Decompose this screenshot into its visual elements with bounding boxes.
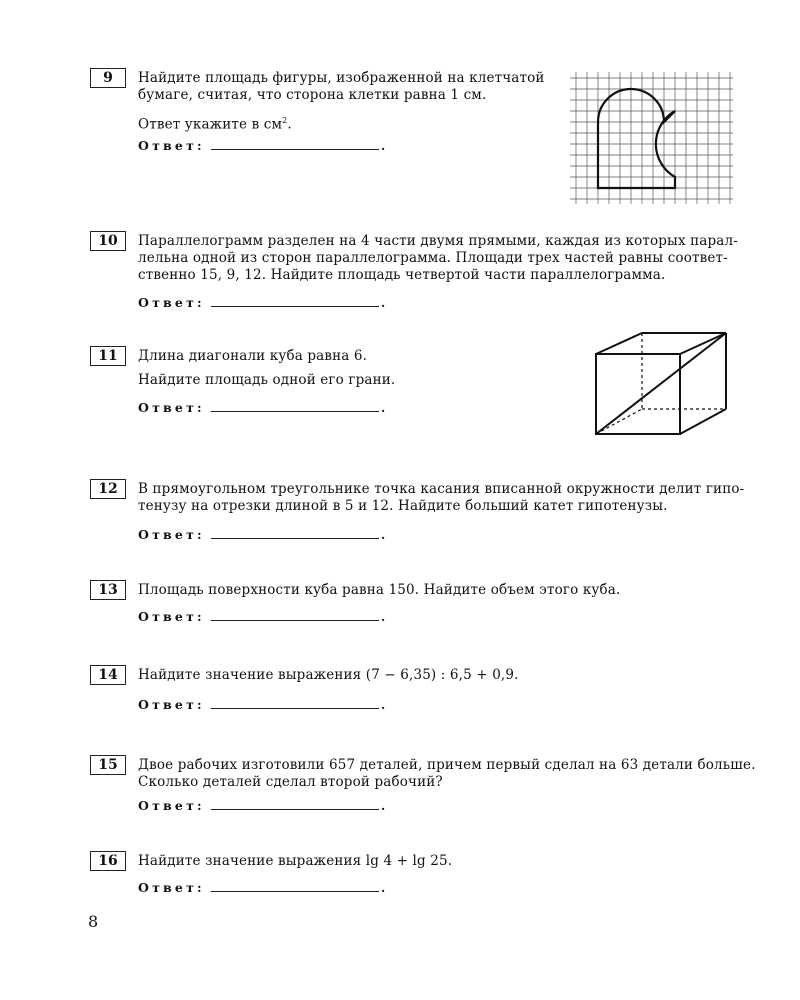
task-number: 14 [90, 665, 126, 685]
task-extra: Найдите площадь одной его грани. [138, 372, 396, 388]
page-number: 8 [88, 912, 99, 931]
task-text-line: Двое рабочих изготовили 657 деталей, причем первый сделал на 63 детали больше. [138, 757, 756, 773]
answer-field[interactable]: Ответ: . [138, 138, 386, 153]
task-number: 11 [90, 346, 126, 366]
task-number: 15 [90, 755, 126, 775]
task-text-line: тенузу на отрезки длиной в 5 и 12. Найдите больший катет гипотенузы. [138, 498, 668, 514]
answer-field[interactable]: Ответ: . [138, 697, 386, 712]
task-text-line: бумаге, считая, что сторона клетки равна 1 см. [138, 87, 487, 103]
task-number: 13 [90, 580, 126, 600]
answer-field[interactable]: Ответ: . [138, 295, 386, 310]
answer-field[interactable]: Ответ: . [138, 400, 386, 415]
task-text-line: лельна одной из сторон параллелограмма. Площади трех частей равны соответ- [138, 250, 728, 266]
task-text-line: Площадь поверхности куба равна 150. Найдите объем этого куба. [138, 582, 621, 598]
task-text-line: ственно 15, 9, 12. Найдите площадь четвертой части параллелограмма. [138, 267, 666, 283]
task-number: 16 [90, 851, 126, 871]
task-extra: Ответ укажите в $см^2$. [138, 116, 292, 133]
answer-field[interactable]: Ответ: . [138, 798, 386, 813]
task-text-line: Найдите значение выражения (7 − 6,35) : 6,5 + 0,9. [138, 667, 519, 683]
task-number: 9 [90, 68, 126, 88]
task-text-line: Найдите значение выражения lg 4 + lg 25. [138, 853, 453, 869]
answer-field[interactable]: Ответ: . [138, 527, 386, 542]
cube-figure [590, 328, 735, 440]
answer-field[interactable]: Ответ: . [138, 880, 386, 895]
answer-field[interactable]: Ответ: . [138, 609, 386, 624]
grid-figure [570, 72, 735, 207]
task-text-line: Сколько деталей сделал второй рабочий? [138, 774, 443, 790]
task-text-line: Параллелограмм разделен на 4 части двумя прямыми, каждая из которых парал- [138, 233, 738, 249]
task-text-line: Найдите площадь фигуры, изображенной на клетчатой [138, 70, 545, 86]
task-text-line: Длина диагонали куба равна 6. [138, 348, 368, 364]
task-number: 12 [90, 479, 126, 499]
task-number: 10 [90, 231, 126, 251]
task-text-line: В прямоугольном треугольнике точка касания вписанной окружности делит гипо- [138, 481, 745, 497]
